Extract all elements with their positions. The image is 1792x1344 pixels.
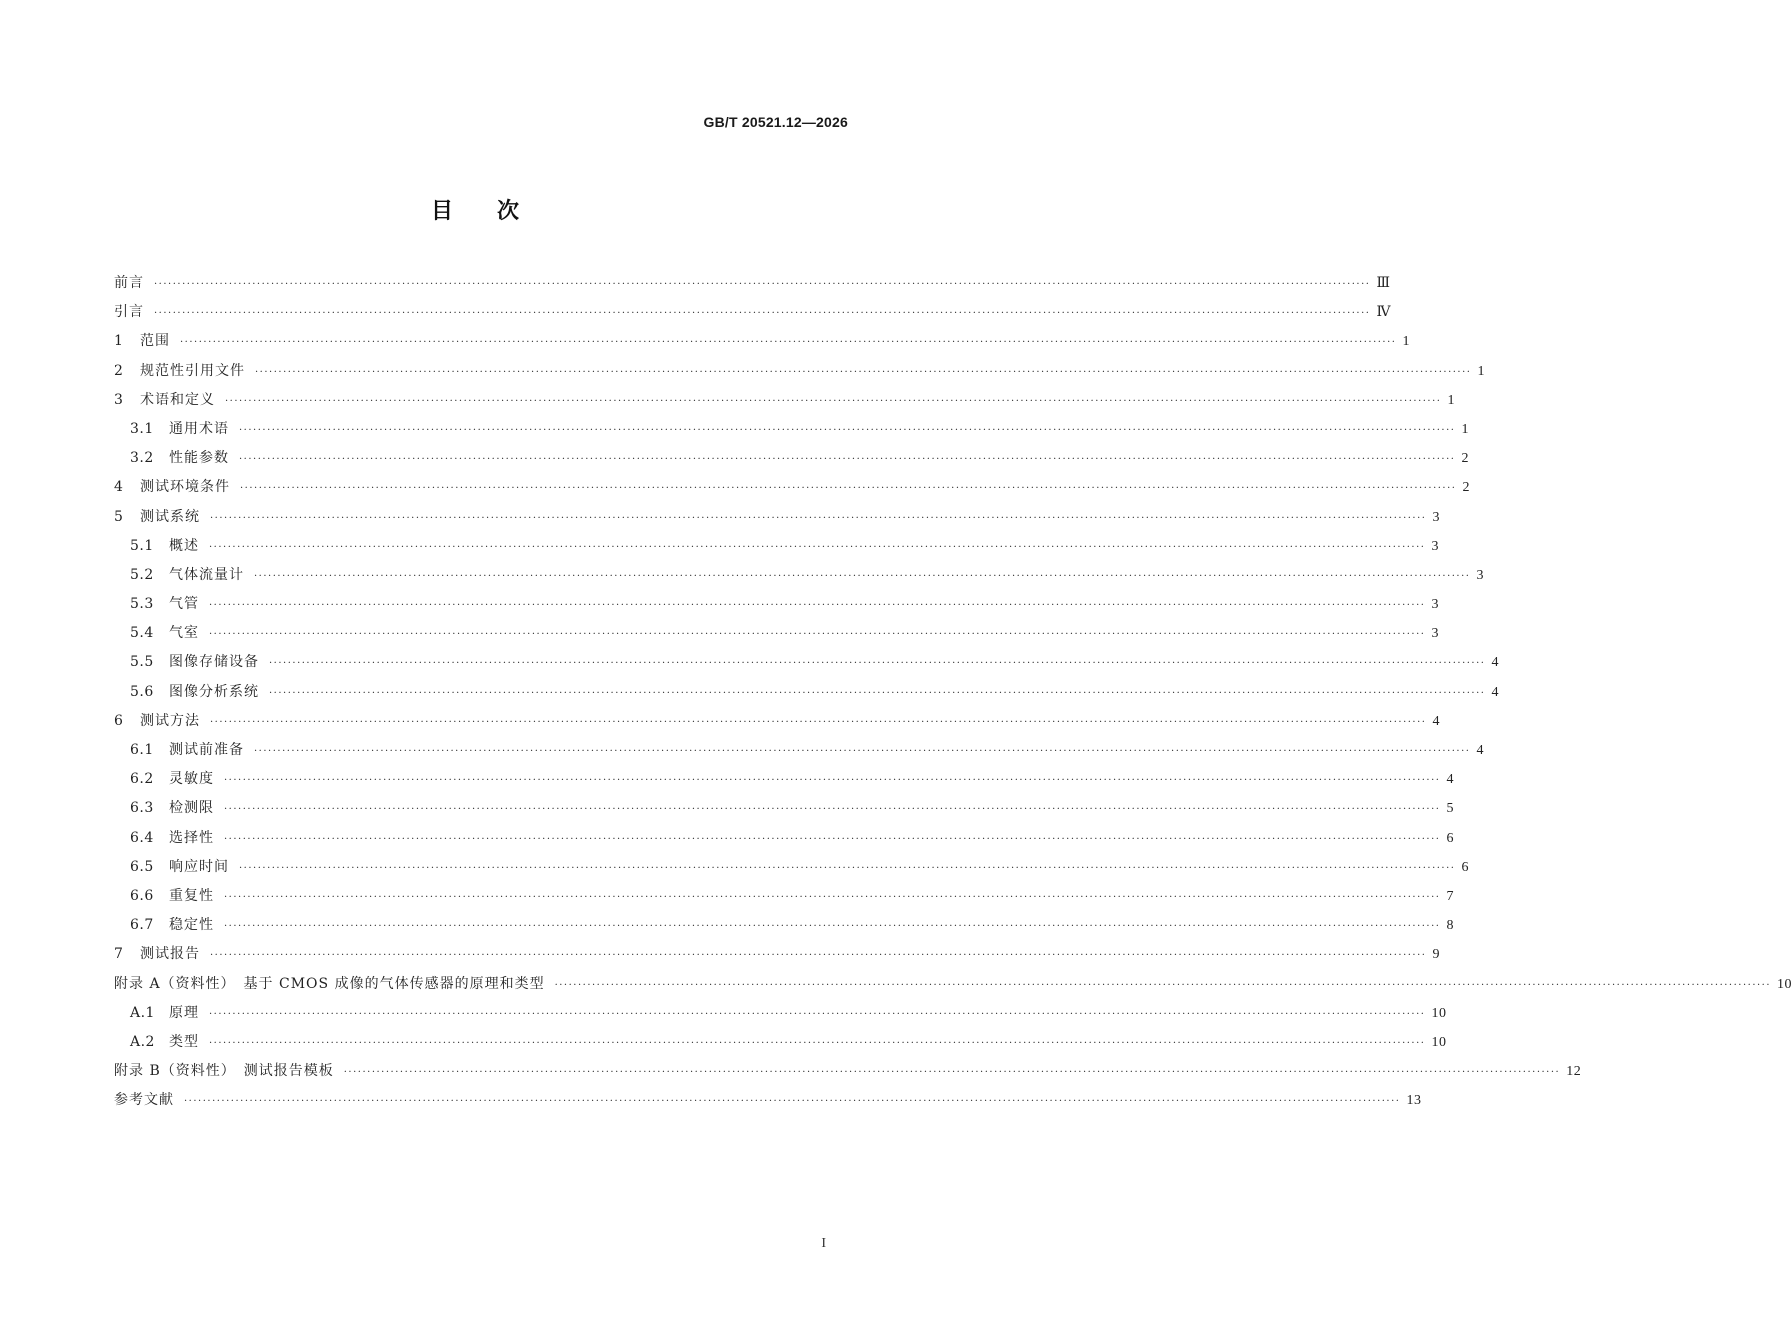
toc-entry-label: 参考文献 <box>114 1092 174 1109</box>
toc-entry-label: 图像存储设备 <box>169 654 259 671</box>
toc-entry[interactable] <box>114 590 1439 619</box>
toc-entry[interactable] <box>114 824 1454 853</box>
toc-entry-page: 1 <box>1447 392 1455 408</box>
toc-entry-page: 1 <box>1402 334 1410 350</box>
dot-leader: ···································································································································································································································································· <box>269 658 1486 670</box>
toc-entry-label: 气体流量计 <box>169 566 244 583</box>
page-title: 目次 <box>430 199 563 224</box>
toc-entry-number: 6 <box>114 712 124 729</box>
dot-leader: ···································································································································································································································································· <box>209 600 1426 612</box>
toc-entry[interactable] <box>114 765 1454 794</box>
dot-leader: ···································································································································································································································································· <box>240 483 1457 495</box>
toc-entry[interactable] <box>114 911 1454 940</box>
toc-entry[interactable] <box>114 736 1484 765</box>
dot-leader: ···································································································································································································································································· <box>209 541 1426 553</box>
toc-entry[interactable] <box>114 678 1499 707</box>
dot-leader: ···································································································································································································································································· <box>254 570 1471 582</box>
dot-leader: ···································································································································································································································································· <box>224 891 1441 903</box>
toc-entry-page: 2 <box>1462 480 1470 496</box>
toc-entry-number: 3.1 <box>130 420 154 437</box>
toc-entry-number: A.1 <box>130 1004 155 1021</box>
toc-entry[interactable] <box>114 532 1439 561</box>
toc-entry-number: 5.3 <box>130 596 154 613</box>
toc-entry-label: 附录 A（资料性） 基于 CMOS 成像的气体传感器的原理和类型 <box>114 975 545 992</box>
dot-leader: ···································································································································································································································································· <box>210 950 1427 962</box>
toc-entry-label: 术语和定义 <box>140 391 215 408</box>
toc-entry[interactable] <box>114 357 1485 386</box>
toc-entry-page: 3 <box>1431 626 1439 642</box>
toc-entry[interactable] <box>114 1057 1582 1086</box>
toc-entry-number: 5.4 <box>130 625 154 642</box>
toc-entry-page: 10 <box>1777 976 1792 992</box>
toc-entry-label: 引言 <box>114 304 144 321</box>
toc-entry[interactable] <box>114 882 1454 911</box>
toc-entry-label: 前言 <box>114 275 144 291</box>
toc-entry-label: 测试系统 <box>140 508 200 525</box>
toc-entry-number: A.2 <box>130 1033 155 1050</box>
toc-entry-label: 范围 <box>140 333 170 350</box>
toc-entry-number: 2 <box>114 362 124 379</box>
toc-entry[interactable] <box>114 794 1454 823</box>
toc-entry[interactable] <box>114 298 1391 327</box>
toc-entry[interactable] <box>114 386 1455 415</box>
toc-entry-label: 性能参数 <box>169 450 229 467</box>
dot-leader: ···································································································································································································································································· <box>254 746 1471 757</box>
toc-entry-number: 3.2 <box>130 450 154 467</box>
toc-entry[interactable] <box>114 415 1469 444</box>
toc-entry-page: 3 <box>1476 567 1484 583</box>
toc-entry-page: 10 <box>1431 1005 1447 1021</box>
toc-entry-label: 检测限 <box>169 800 214 817</box>
toc-entry-number: 6.2 <box>130 771 154 788</box>
toc-entry-number: 6.1 <box>130 742 154 758</box>
toc-entry-number: 3 <box>114 391 124 408</box>
toc-entry[interactable] <box>114 561 1484 590</box>
toc-entry[interactable] <box>114 970 1792 999</box>
toc-entry-number: 1 <box>114 333 124 350</box>
toc-entry-label: 响应时间 <box>169 858 229 875</box>
toc-entry-page: 10 <box>1431 1034 1447 1050</box>
toc-entry[interactable] <box>114 444 1469 473</box>
dot-leader: ···································································································································································································································································· <box>184 1096 1401 1108</box>
toc-entry[interactable] <box>114 327 1410 356</box>
toc-entry-page: 6 <box>1461 859 1469 875</box>
dot-leader: ···································································································································································································································································· <box>224 921 1441 933</box>
dot-leader: ···································································································································································································································································· <box>255 366 1472 378</box>
dot-leader: ···································································································································································································································································· <box>224 833 1441 845</box>
toc-entry[interactable] <box>114 1086 1422 1115</box>
toc-entry-number: 5.1 <box>130 537 154 554</box>
toc-entry-page: 4 <box>1491 655 1499 671</box>
toc-entry-page: 13 <box>1406 1093 1422 1109</box>
dot-leader: ···································································································································································································································································· <box>224 804 1441 816</box>
toc-entry-page: 5 <box>1446 801 1454 817</box>
toc-entry-number: 5.2 <box>130 566 154 583</box>
dot-leader: ···································································································································································································································································· <box>209 1037 1426 1049</box>
dot-leader: ···································································································································································································································································· <box>239 454 1456 466</box>
toc-entry-page: 4 <box>1446 772 1454 788</box>
dot-leader: ···································································································································································································································································· <box>269 687 1486 699</box>
toc-entry-label: 附录 B（资料性） 测试报告模板 <box>114 1063 334 1080</box>
dot-leader: ···································································································································································································································································· <box>154 279 1371 290</box>
toc-entry-number: 6.4 <box>130 829 154 846</box>
toc-entry-label: 稳定性 <box>169 917 214 934</box>
toc-entry-page: Ⅳ <box>1376 305 1391 321</box>
toc-entry-label: 类型 <box>169 1033 199 1050</box>
toc-entry-number: 4 <box>114 479 124 496</box>
toc-entry[interactable] <box>114 648 1499 677</box>
dot-leader: ···································································································································································································································································· <box>210 512 1427 524</box>
table-of-contents <box>114 269 1792 1115</box>
dot-leader: ···································································································································································································································································· <box>225 395 1442 407</box>
toc-entry-page: 1 <box>1477 363 1485 379</box>
toc-entry-number: 6.3 <box>130 800 154 817</box>
toc-entry-label: 测试前准备 <box>169 742 244 758</box>
dot-leader: ···································································································································································································································································· <box>180 337 1397 349</box>
toc-entry[interactable] <box>114 707 1440 736</box>
dot-leader: ···································································································································································································································································· <box>554 979 1772 991</box>
toc-entry-page: 4 <box>1432 713 1440 729</box>
dot-leader: ···································································································································································································································································· <box>239 424 1456 436</box>
toc-entry[interactable] <box>114 619 1439 648</box>
toc-entry-number: 6.7 <box>130 917 154 934</box>
toc-entry-page: 3 <box>1432 509 1440 525</box>
toc-entry-page: 7 <box>1446 888 1454 904</box>
toc-entry-label: 测试环境条件 <box>140 479 230 496</box>
toc-entry-label: 通用术语 <box>169 420 229 437</box>
dot-leader: ···································································································································································································································································· <box>209 629 1426 641</box>
toc-entry-page: Ⅲ <box>1376 276 1391 291</box>
toc-entry[interactable] <box>114 503 1440 532</box>
toc-entry-label: 规范性引用文件 <box>140 362 245 379</box>
toc-entry[interactable] <box>114 473 1470 502</box>
toc-entry[interactable] <box>114 853 1469 882</box>
toc-entry-label: 原理 <box>169 1004 199 1021</box>
toc-entry-page: 3 <box>1431 538 1439 554</box>
toc-entry-label: 图像分析系统 <box>169 683 259 700</box>
toc-entry-label: 测试报告 <box>140 946 200 963</box>
dot-leader: ···································································································································································································································································· <box>343 1067 1561 1079</box>
toc-entry-label: 气管 <box>169 596 199 613</box>
toc-entry-label: 选择性 <box>169 829 214 846</box>
toc-entry-label: 气室 <box>169 625 199 642</box>
toc-entry-label: 重复性 <box>169 887 214 904</box>
standard-code: GB/T 20521.12—2026 <box>703 114 848 130</box>
toc-entry-page: 1 <box>1461 421 1469 437</box>
toc-entry-number: 6.5 <box>130 858 154 875</box>
toc-entry-number: 5 <box>114 508 124 525</box>
toc-entry-label: 测试方法 <box>140 712 200 729</box>
toc-entry-page: 8 <box>1446 918 1454 934</box>
toc-entry[interactable] <box>114 999 1447 1028</box>
toc-entry[interactable] <box>114 269 1391 298</box>
toc-entry-page: 3 <box>1431 597 1439 613</box>
toc-entry[interactable] <box>114 940 1440 969</box>
toc-entry-page: 4 <box>1476 743 1484 758</box>
toc-entry-number: 5.6 <box>130 683 154 700</box>
dot-leader: ···································································································································································································································································· <box>210 716 1427 728</box>
toc-entry-page: 4 <box>1491 684 1499 700</box>
toc-entry-label: 灵敏度 <box>169 771 214 788</box>
dot-leader: ···································································································································································································································································· <box>209 1008 1426 1020</box>
toc-entry-page: 6 <box>1446 830 1454 846</box>
toc-entry-page: 12 <box>1566 1064 1582 1080</box>
toc-entry-page: 2 <box>1461 451 1469 467</box>
dot-leader: ···································································································································································································································································· <box>224 775 1441 787</box>
toc-entry-number: 6.6 <box>130 887 154 904</box>
dot-leader: ···································································································································································································································································· <box>154 308 1371 320</box>
dot-leader: ···································································································································································································································································· <box>239 862 1456 874</box>
toc-entry-page: 9 <box>1432 947 1440 963</box>
page-number: I <box>821 1236 826 1251</box>
toc-entry-label: 概述 <box>169 537 199 554</box>
toc-entry-number: 5.5 <box>130 654 154 671</box>
toc-entry-number: 7 <box>114 946 124 963</box>
toc-entry[interactable] <box>114 1028 1447 1057</box>
